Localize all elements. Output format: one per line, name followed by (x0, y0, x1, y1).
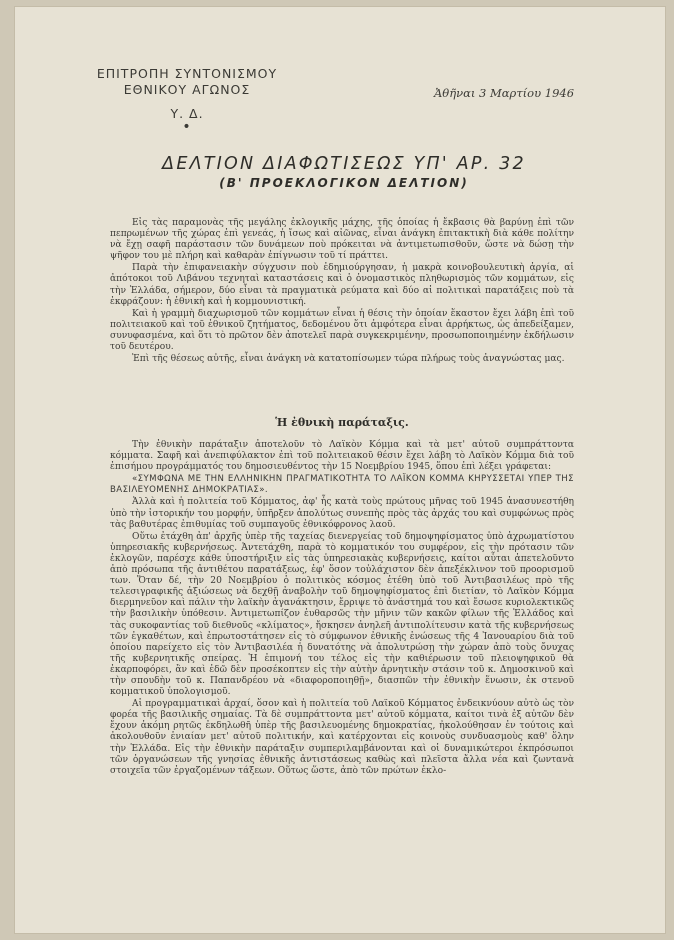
intro-paragraph: Ἐπὶ τῆς θέσεως αὐτῆς, εἶναι ἀνάγκη νὰ κατατοπίσωμεν τώρα πλήρως τοὺς ἀναγνώστας μας. (132, 354, 565, 365)
intro-paragraph: Καὶ ἡ γραμμὴ διαχωρισμοῦ τῶν κομμάτων εἶναι ἡ θέσις τὴν ὁποίαν ἕκαστον ἔχει λάβη ἐπὶ τοῦ πολιτειακοῦ καὶ τοῦ ἐθνικοῦ ζητήματος, δεδομένου ὅτι ἀμφότερα εἶναι ἀρρήκτως, ὡς ἀπεδείξαμεν, συνυφασμένα, καὶ ὅτι τὸ πρῶτον δὲν ἀποτελεῖ παρὰ συγκεκριμένην, προσωποποιημένην ἐκδήλωσιν τοῦ δευτέρου. (110, 308, 574, 353)
issuer-block (82, 66, 292, 135)
document-page (14, 6, 666, 934)
bulletin-title: ΔΕΛΤΙΟΝ ΔΙΑΦΩΤΙΣΕΩΣ ΥΠ' ΑΡ. 32 (162, 154, 526, 174)
section-text (110, 440, 574, 778)
issuer-dot: • (182, 119, 192, 135)
party-slogan: «ΣΥΜΦΩΝΑ ΜΕ ΤΗΝ ΕΛΛΗΝΙΚΗΝ ΠΡΑΓΜΑΤΙΚΟΤΗΤΑ ΤΟ ΛΑΪΚΟΝ ΚΟΜΜΑ ΚΗΡΥΣΣΕΤΑΙ ΥΠΕΡ ΤΗΣ ΒΑΣΙΛΕΥΟΜΕΝΗΣ ΔΗΜΟΚΡΑΤΙΑΣ». (110, 474, 574, 496)
section-paragraph: Αἱ προγραμματικαὶ ἀρχαί, ὅσον καὶ ἡ πολιτεία τοῦ Λαϊκοῦ Κόμματος ἐνδεικνύουν αὐτὸ ὡς τὸν φορέα τῆς βασιλικῆς σημαίας. Τὰ δὲ συμπράττοντα μετ' αὐτοῦ κόμματα, καίτοι τινὰ ἐξ αὐτῶν δὲν ἔχουν ἀκόμη ρητῶς ἐκδηλωθῆ ὑπὲρ τῆς βασιλευομένης δημοκρατίας, ἠκολούθησαν ἐν τούτοις καὶ ἀκολουθοῦν ἑνιαίαν μετ' αὐτοῦ πολιτικήν, καὶ κατέρχονται εἰς κοινοὺς συνδυασμοὺς καθ' ὅλην τὴν Ἑλλάδα. Εἰς τὴν ἐθνικὴν παράταξιν συμπεριλαμβάνονται καὶ οἱ δυναμικώτεροι ἐκπρόσωποι τῶν ὀργανώσεων τῆς γνησίας ἐθνικῆς ἀντιστάσεως καθὼς καὶ πλεῖστα ἄλλα νέα καὶ ζωντανὰ στοιχεῖα τῶν ἐργαζομένων τάξεων. Οὕτως ὥστε, ἀπὸ τῶν πρώτων ἐκλο- (110, 699, 574, 776)
bulletin-subtitle: (Β' ΠΡΟΕΚΛΟΓΙΚΟΝ ΔΕΛΤΙΟΝ) (219, 176, 469, 190)
section-paragraph: Οὕτω ἐτάχθη ἀπ' ἀρχῆς ὑπὲρ τῆς ταχείας διενεργείας τοῦ δημοψηφίσματος ὑπὸ ἀχρωματίστου ὑπηρεσιακῆς κυβερνήσεως. Ἀντετάχθη, παρὰ τὸ κομματικόν του συμφέρον, εἰς τὴν πρότασιν τῶν ἐκλογῶν, παρέσχε κάθε ὑποστήριξιν εἰς τὰς ὑπηρεσιακὰς κυβερνήσεις, καίτοι αὗται ἀπετελοῦντο ἀπὸ πρόσωπα τῆς ἀντιθέτου παρατάξεως, ἐφ' ὅσον τοὐλάχιστον δὲν ἀπεξέκλινον τοῦ προορισμοῦ των. Ὅταν δέ, τὴν 20 Νοεμβρίου ὁ πολιτικὸς κόσμος ἐτέθη ὑπὸ τοῦ Ἀντιβασιλέως πρὸ τῆς τελεσιγραφικῆς ἀξιώσεως νὰ δεχθῇ ἀναβολὴν τοῦ δημοψηφίσματος ἐπὶ διετίαν, τὸ Λαϊκὸν Κόμμα διερμηνεῦον καὶ πάλιν τὴν λαϊκὴν ἀγανάκτησιν, ἔρριψε τὸ ἀνάστημά του καὶ ἔσωσε κυριολεκτικῶς τὴν βασιλικὴν ὑπόθεσιν. Ἀντιμετωπίζον ἐυθαρσῶς τὴν μῆνιν τῶν κακῶν φίλων τῆς Ἑλλάδος καὶ τὰς συκοφαντίας τοῦ διεθνοῦς «κλίματος», ἤσκησεν ἀνηλεῆ ἀντιπολίτευσιν κατὰ τῆς κυβερνήσεως τῶν ἐγκαθέτων, καὶ ἐπρωτοστάτησεν εἰς τὸ σύμφωνον ἐθνικῆς ἑνώσεως τῆς 4 Ἰανουαρίου διὰ τοῦ ὁποίου παρείχετο εἰς τὸν Ἀντιβασιλέα ἡ δυνατότης νὰ ἀπολυτρώσῃ τὴν χώραν ἀπὸ τοὺς ὄνυχας τῆς κυβερνητικῆς σπείρας. Ἡ ἐπιμονή του τέλος εἰς τὴν καθιέρωσιν τοῦ πλειοψηφικοῦ θὰ ἐκαρποφόρει, ἂν καὶ ἐδῶ δὲν προσέκοπτεν εἰς τὴν αὐτὴν ἀρνητικὴν στάσιν τοῦ κ. Δημοσκινοῦ καὶ τὴν σπουδὴν τοῦ κ. Παπανδρέου νὰ «διαφοροποιηθῇ», διασπῶν τὴν ἐθνικὴν ἕνωσιν, ἐκ στενοῦ κομματικοῦ ὑπολογισμοῦ. (110, 531, 574, 698)
section-heading: Ἡ ἐθνικὴ παράταξις. (275, 416, 409, 429)
section-paragraph: Ἀλλὰ καὶ ἡ πολιτεία τοῦ Κόμματος, ἀφ' ἧς κατὰ τοὺς πρώτους μῆνας τοῦ 1945 ἀνασυνεστήθη ὑπὸ τὴν ἱστορικήν του μορφήν, ὑπῆρξεν ἀπολύτως συνεπὴς πρὸς τὰς ἀρχάς του καὶ συμφώνως πρὸς τὰς βαθυτέρας ἐπιθυμίας τοῦ συμπαγοῦς ἐθνικόφρονος λαοῦ. (110, 497, 574, 530)
intro-text (110, 218, 574, 366)
issuer-line-1: ΕΠΙΤΡΟΠΗ ΣΥΝΤΟΝΙΣΜΟΥ (96, 66, 278, 81)
issuer-line-2: ΕΘΝΙΚΟΥ ΑΓΩΝΟΣ (123, 82, 251, 97)
intro-paragraph: Παρὰ τὴν ἐπιφανειακὴν σύγχυσιν ποὺ ἐδημιούργησαν, ἡ μακρὰ κοινοβουλευτικὴ ἀργία, αἱ ἀπότοκοι τοῦ Λιβάνου τεχνηταὶ καταστάσεις καὶ ὁ ὀνομαστικὸς πληθωρισμὸς τῶν κομμάτων, εἰς τὴν Ἑλλάδα, σήμερον, δύο εἶναι τὰ πραγματικὰ ρεύματα καὶ δύο αἱ πολιτικαὶ παρατάξεις ποὺ τὰ ἐκφράζουν: ἡ ἐθνικὴ καὶ ἡ κομμουνιστική. (110, 263, 574, 307)
issuer-line-3: Υ. Δ. (170, 106, 204, 121)
intro-paragraph: Εἰς τὰς παραμονὰς τῆς μεγάλης ἐκλογικῆς μάχης, τῆς ὁποίας ἡ ἔκβασις θὰ βαρύνῃ ἐπὶ τῶν πεπρωμένων τῆς χώρας ἐπὶ γενεάς, ἡ ἴσως καὶ αἰῶνας, εἶναι ἀνάγκη ἐπιτακτικὴ διὰ κάθε πολίτην νὰ ἔχῃ σαφῆ παράστασιν τῶν δυνάμεων ποὺ πρόκειται νὰ ἀντιμετωπισθοῦν, ὥστε νὰ δώσῃ τὴν ψῆφον του μὲ πλήρη καὶ καθαρὰν ἐπίγνωσιν τοῦ τί πράττει. (110, 218, 574, 262)
section-paragraph: Τὴν ἐθνικὴν παράταξιν ἀποτελοῦν τὸ Λαϊκὸν Κόμμα καὶ τὰ μετ' αὐτοῦ συμπράττοντα κόμματα. Σαφῆ καὶ ἀνεπιφύλακτον ἐπὶ τοῦ πολιτειακοῦ θέσιν ἔχει λάβη τὸ Λαϊκὸν Κόμμα διὰ τοῦ ἐπισήμου προγράμματός του δημοσιευθέντος τὴν 15 Νοεμβρίου 1945, ὅπου ἐπὶ λέξει γράφεται: (110, 440, 574, 473)
document-date: Ἀθῆναι 3 Μαρτίου 1946 (434, 86, 575, 100)
